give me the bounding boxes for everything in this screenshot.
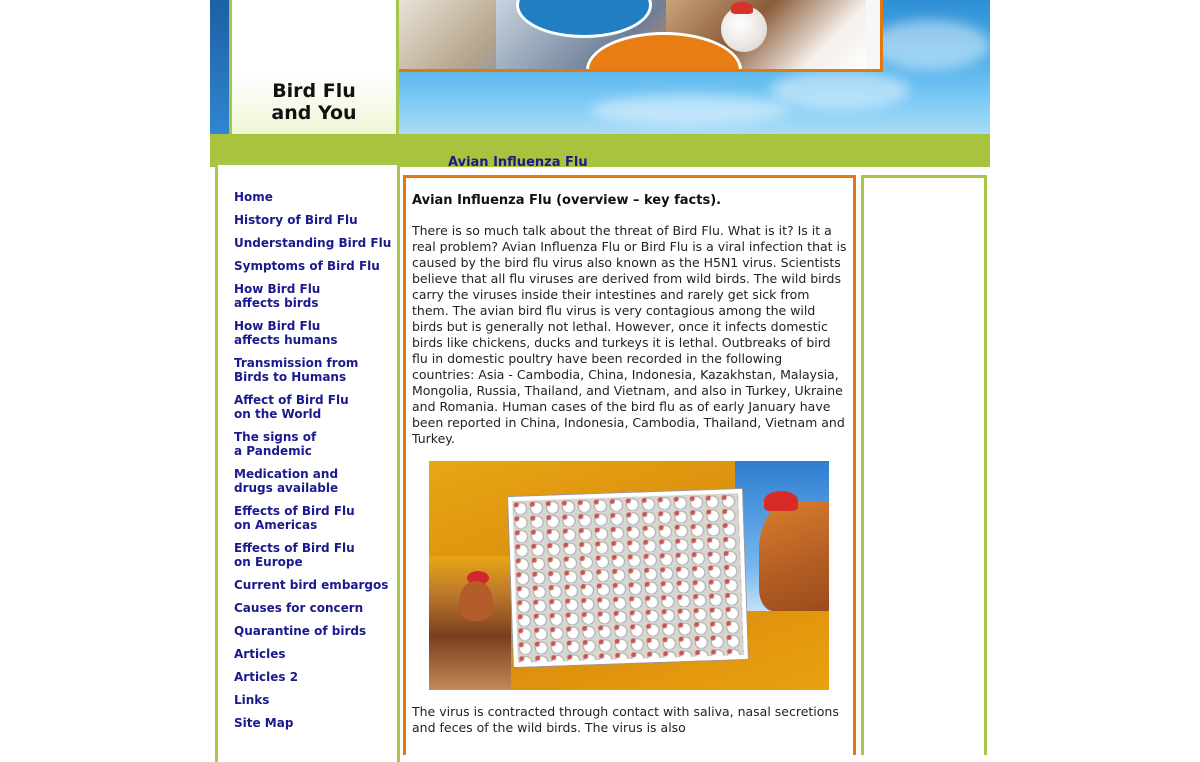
nav-link-home[interactable]: Home xyxy=(234,190,273,204)
article-paragraph: There is so much talk about the threat of Bird Flu. What is it? Is it a real problem? Avian Influenza Flu or Bird Flu is a viral infection that is caused by the bird flu virus also known as the H5N1 virus. Scientists believe that all flu viruses are derived from wild birds. The wild birds carry the viruses inside their intestines and rarely get sick from them. The avian bird flu virus is very contagious among the wild birds but is generally not lethal. However, once it infects domestic birds like chickens, ducks and turkeys it is lethal. Outbreaks of bird flu in domestic poultry have been recorded in the following countries: Asia - Cambodia, China, Indonesia, Kazakhstan, Malaysia, Mongolia, Russia, Thailand, and Vietnam, and also in Turkey, Ukraine and Romania. Human cases of the bird flu as of early January have been reported in China, Indonesia, Cambodia, Thailand, Vietnam and Turkey. xyxy=(412,223,847,446)
cloud-decoration xyxy=(770,70,910,110)
nav-link-history[interactable]: History of Bird Flu xyxy=(234,213,358,227)
nav-link-site-map[interactable]: Site Map xyxy=(234,716,294,730)
nav-link-pandemic-signs[interactable]: The signs of a Pandemic xyxy=(234,430,317,458)
header-banner-image xyxy=(393,0,883,72)
nav-link-transmission[interactable]: Transmission from Birds to Humans xyxy=(234,356,359,384)
article-title: Avian Influenza Flu (overview – key facts). xyxy=(412,193,722,208)
sidebar-nav xyxy=(215,162,400,762)
site-header xyxy=(210,0,990,134)
nav-link-affects-birds[interactable]: How Bird Flu affects birds xyxy=(234,282,321,310)
header-left-band xyxy=(210,0,230,134)
collage-right-rooster-comb xyxy=(764,491,798,511)
right-sidebar xyxy=(861,175,987,755)
page-wrapper xyxy=(210,0,990,740)
nav-link-effects-americas[interactable]: Effects of Bird Flu on Americas xyxy=(234,504,355,532)
site-logo[interactable] xyxy=(229,0,399,134)
nav-link-medication[interactable]: Medication and drugs available xyxy=(234,467,339,495)
nav-link-links[interactable]: Links xyxy=(234,693,270,707)
site-title-line-1: Bird Flu xyxy=(272,80,356,102)
nav-link-causes[interactable]: Causes for concern xyxy=(234,601,364,615)
article-paragraph: The virus is contracted through contact with saliva, nasal secretions and feces of the wild birds. The virus is also xyxy=(412,704,839,735)
site-title xyxy=(232,80,396,124)
nav-link-effects-europe[interactable]: Effects of Bird Flu on Europe xyxy=(234,541,355,569)
nav-link-embargos[interactable]: Current bird embargos xyxy=(234,578,389,592)
nav-link-affect-world[interactable]: Affect of Bird Flu on the World xyxy=(234,393,349,421)
collage-left-chicken-head xyxy=(459,581,493,621)
flock-combs-pattern xyxy=(512,493,744,663)
nav-link-articles[interactable]: Articles xyxy=(234,647,286,661)
site-title-line-2: and You xyxy=(271,102,357,124)
chicken-collage-image xyxy=(429,461,829,690)
main-content xyxy=(403,175,856,755)
nav-link-understanding[interactable]: Understanding Bird Flu xyxy=(234,236,392,250)
banner-chicken-comb xyxy=(731,2,753,14)
collage-right-rooster xyxy=(759,501,829,611)
collage-flock-photo xyxy=(508,489,748,667)
article xyxy=(412,193,848,736)
nav-link-articles-2[interactable]: Articles 2 xyxy=(234,670,299,684)
nav-link-symptoms[interactable]: Symptoms of Bird Flu xyxy=(234,259,380,273)
cloud-decoration xyxy=(870,20,990,70)
nav-list xyxy=(234,190,394,739)
page-heading: Avian Influenza Flu xyxy=(448,155,588,170)
nav-link-quarantine[interactable]: Quarantine of birds xyxy=(234,624,367,638)
nav-link-affects-humans[interactable]: How Bird Flu affects humans xyxy=(234,319,338,347)
cloud-decoration xyxy=(590,95,790,125)
